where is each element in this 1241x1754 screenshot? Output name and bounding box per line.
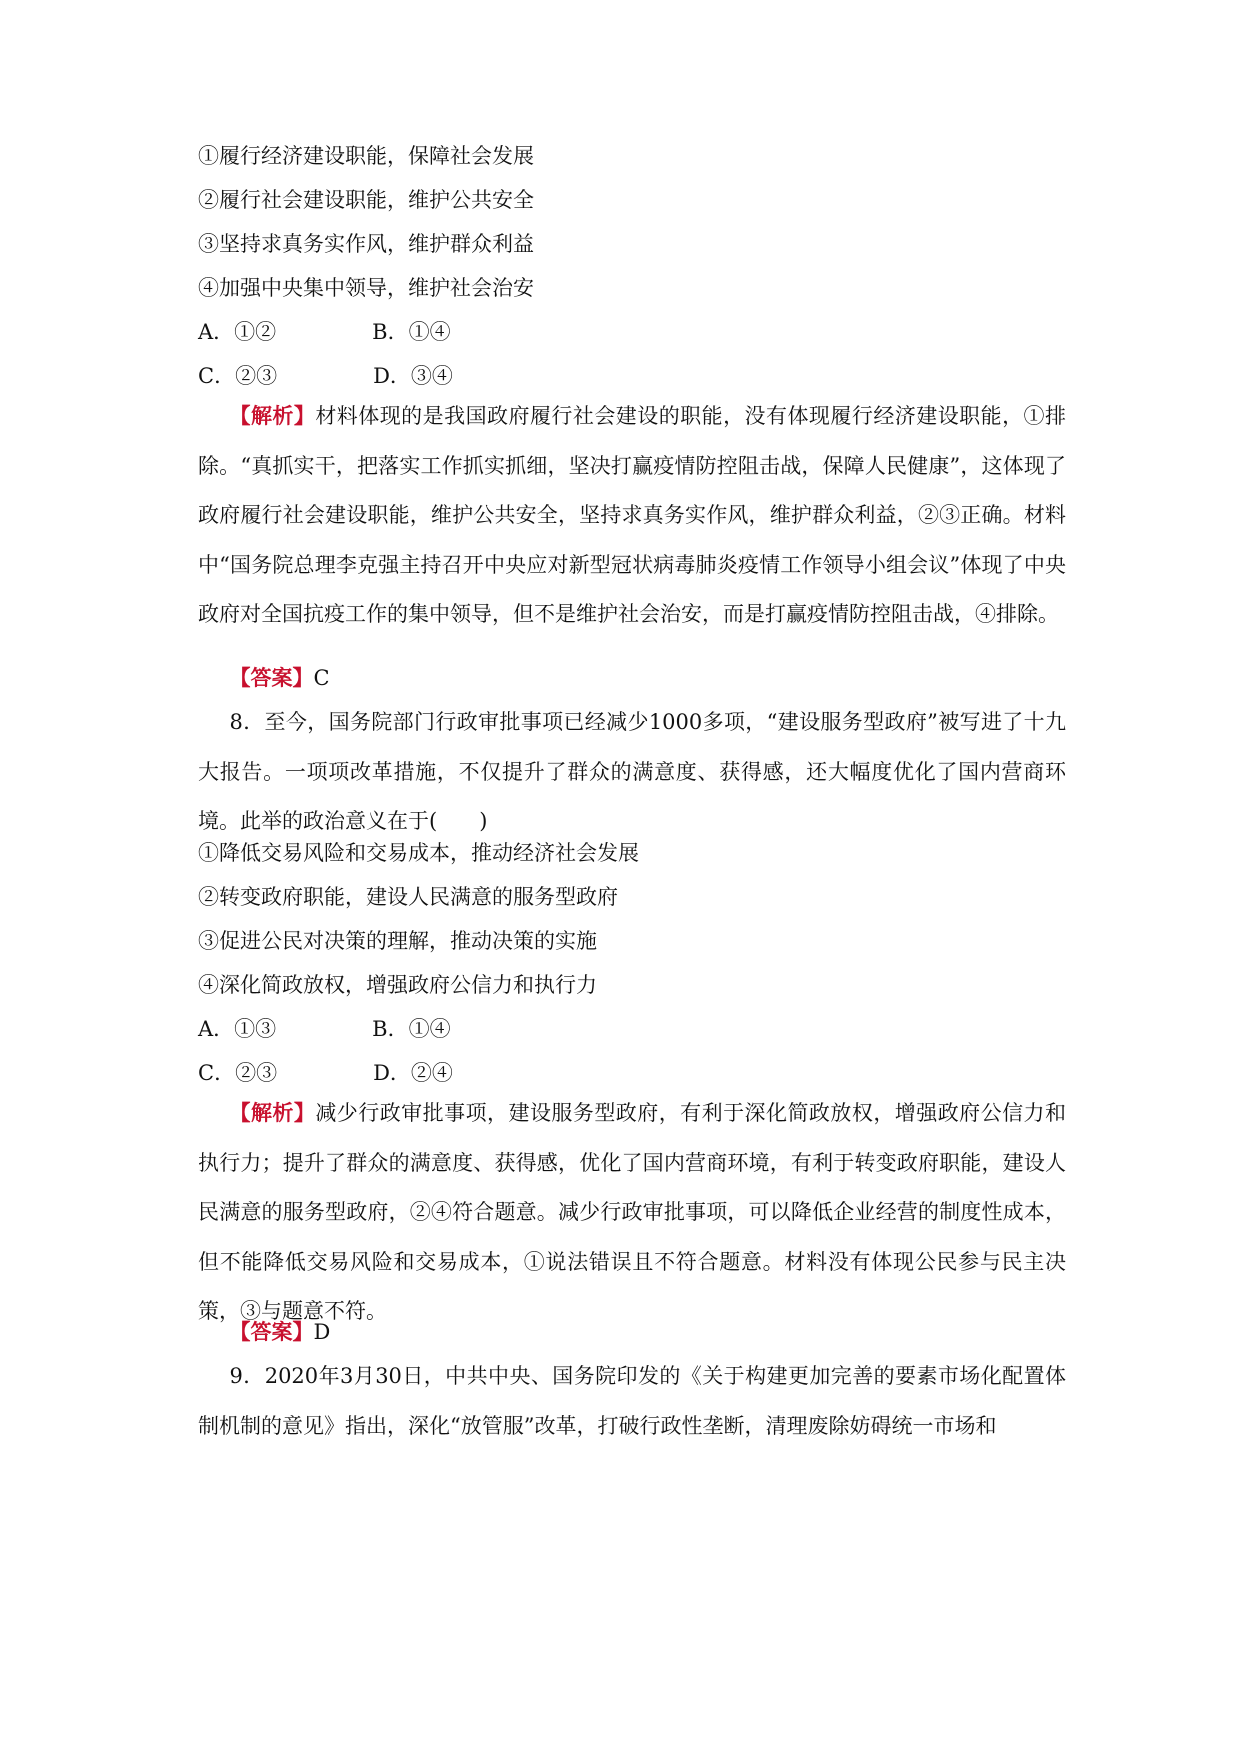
q8-option-b: B．①④ xyxy=(372,1017,451,1041)
q8-answer-label: 【答案】 xyxy=(229,1320,314,1344)
q7-options-row-2 xyxy=(198,361,453,391)
q8-options-row-2 xyxy=(198,1058,453,1088)
q8-option-a: A．①③ xyxy=(198,1017,277,1041)
q7-statement-1: ①履行经济建设职能，保障社会发展 xyxy=(198,144,534,168)
q8-statement-1: ①降低交易风险和交易成本，推动经济社会发展 xyxy=(198,841,639,865)
q8-statement-2: ②转变政府职能，建设人民满意的服务型政府 xyxy=(198,885,618,909)
q7-statement-4: ④加强中央集中领导，维护社会治安 xyxy=(198,276,534,300)
q8-analysis xyxy=(198,1089,1066,1337)
q7-analysis-label: 【解析】 xyxy=(229,404,316,428)
q7-answer-label: 【答案】 xyxy=(229,666,314,690)
q8-analysis-text: 减少行政审批事项，建设服务型政府，有利于深化简政放权，增强政府公信力和执行力；提升了群众的满意度、获得感，优化了国内营商环境，有利于转变政府职能，建设人民满意的服务型政府，②④符合题意。减少行政审批事项，可以降低企业经营的制度性成本，但不能降低交易风险和交易成本，①说法错误且不符合题意。材料没有体现公民参与民主决策，③与题意不符。 xyxy=(198,1101,1066,1323)
q7-analysis xyxy=(198,392,1066,640)
q8-statement-4: ④深化简政放权，增强政府公信力和执行力 xyxy=(198,973,597,997)
q8-option-c: C．②③ xyxy=(198,1061,278,1085)
q7-statement-3: ③坚持求真务实作风，维护群众利益 xyxy=(198,232,534,256)
q7-option-c: C．②③ xyxy=(198,364,278,388)
q7-option-b: B．①④ xyxy=(372,320,451,344)
q7-answer xyxy=(198,654,1066,704)
q8-stem: 8．至今，国务院部门行政审批事项已经减少1000多项，“建设服务型政府”被写进了十九大报告。一项项改革措施，不仅提升了群众的满意度、获得感，还大幅度优化了国内营商环境。此举的政治意义在于( ) xyxy=(198,710,1066,833)
q8-options-row-1 xyxy=(198,1014,451,1044)
q8-statement-3: ③促进公民对决策的理解，推动决策的实施 xyxy=(198,929,597,953)
q8-answer-value: D xyxy=(313,1320,331,1344)
q8-option-d: D．②④ xyxy=(373,1061,453,1085)
q9-stem: 9．2020年3月30日，中共中央、国务院印发的《关于构建更加完善的要素市场化配置体制机制的意见》指出，深化“放管服”改革，打破行政性垄断，清理废除妨碍统一市场和 xyxy=(198,1364,1066,1438)
q7-option-d: D．③④ xyxy=(373,364,453,388)
q7-options-row-1 xyxy=(198,317,451,347)
q7-answer-value: C xyxy=(313,666,330,690)
q7-analysis-text: 材料体现的是我国政府履行社会建设的职能，没有体现履行经济建设职能，①排除。“真抓实干，把落实工作抓实抓细，坚决打赢疫情防控阻击战，保障人民健康”，这体现了政府履行社会建设职能，维护公共安全，坚持求真务实作风，维护群众利益，②③正确。材料中“国务院总理李克强主持召开中央应对新型冠状病毒肺炎疫情工作领导小组会议”体现了中央政府对全国抗疫工作的集中领导，但不是维护社会治安，而是打赢疫情防控阻击战，④排除。 xyxy=(198,404,1066,626)
q8-analysis-label: 【解析】 xyxy=(229,1101,316,1125)
q7-statement-2: ②履行社会建设职能，维护公共安全 xyxy=(198,188,534,212)
q7-option-a: A．①② xyxy=(198,320,277,344)
q8-answer xyxy=(198,1308,1066,1358)
